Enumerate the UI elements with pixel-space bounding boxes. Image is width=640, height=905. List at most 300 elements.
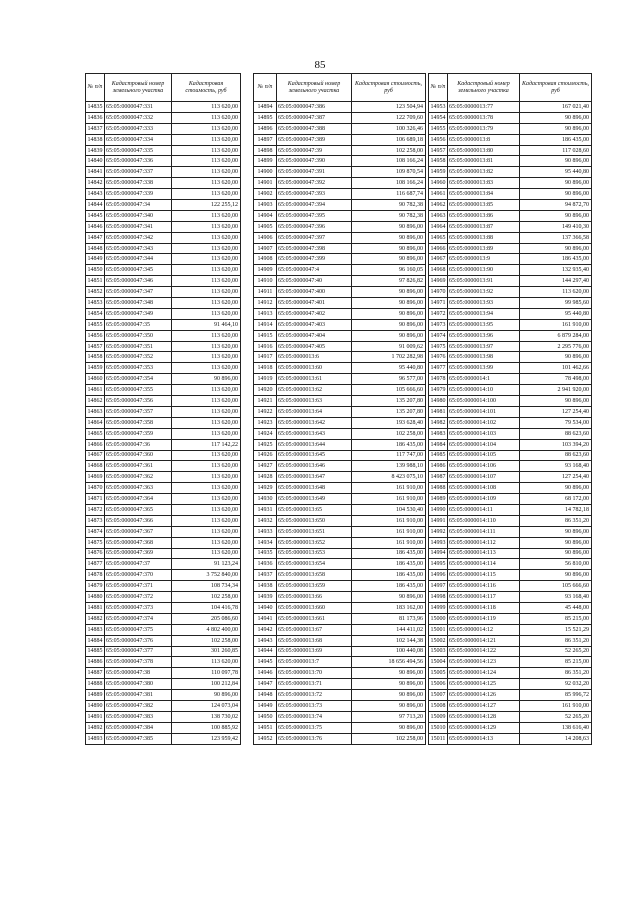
cadastral-number: 65:05:0000013:95 (448, 319, 520, 330)
cadastral-number: 65:05:0000013:652 (277, 537, 352, 548)
row-number: 14922 (254, 406, 277, 417)
cadastral-number: 65:05:0000047:4 (277, 265, 352, 276)
row-number: 14850 (86, 265, 105, 276)
row-number: 14967 (429, 254, 448, 265)
cadastral-value: 99 985,60 (520, 298, 592, 309)
cadastral-value: 90 896,00 (520, 189, 592, 200)
cadastral-value: 18 656 494,56 (352, 657, 426, 668)
cadastral-number: 65:05:0000014:105 (448, 450, 520, 461)
table-row (254, 439, 426, 450)
row-number: 14961 (429, 189, 448, 200)
cadastral-number: 65:05:0000047:355 (105, 385, 172, 396)
cadastral-value: 100 885,92 (172, 722, 241, 733)
row-number: 14882 (86, 613, 105, 624)
table-row (86, 287, 241, 298)
cadastral-value: 90 896,00 (520, 210, 592, 221)
table-row (254, 537, 426, 548)
cadastral-number: 65:05:0000013:78 (448, 112, 520, 123)
row-number: 14907 (254, 243, 277, 254)
row-number: 14892 (86, 722, 105, 733)
row-number: 14955 (429, 123, 448, 134)
row-number: 14841 (86, 167, 105, 178)
cadastral-value: 122 709,60 (352, 112, 426, 123)
row-number: 14988 (429, 483, 448, 494)
cadastral-number: 65:05:0000013:90 (448, 265, 520, 276)
cadastral-value: 100 326,46 (352, 123, 426, 134)
table-row (429, 167, 592, 178)
table-row (429, 319, 592, 330)
table-row (86, 668, 241, 679)
cadastral-number: 65:05:0000014:107 (448, 472, 520, 483)
table-row (86, 635, 241, 646)
row-number: 14862 (86, 396, 105, 407)
table-row (254, 396, 426, 407)
cadastral-value: 113 620,00 (172, 341, 241, 352)
cadastral-value: 102 144,38 (352, 635, 426, 646)
cadastral-number: 65:05:0000014:119 (448, 613, 520, 624)
row-number: 14918 (254, 363, 277, 374)
cadastral-value: 113 620,00 (172, 276, 241, 287)
table-row (254, 374, 426, 385)
table-row (86, 406, 241, 417)
row-number: 14965 (429, 232, 448, 243)
cadastral-number: 65:05:0000013:653 (277, 548, 352, 559)
cadastral-number: 65:05:0000014:124 (448, 668, 520, 679)
cadastral-value: 108 166,24 (352, 178, 426, 189)
cadastral-value: 113 620,00 (172, 221, 241, 232)
table-row (254, 406, 426, 417)
cadastral-number: 65:05:0000013:654 (277, 559, 352, 570)
cadastral-value: 144 297,40 (520, 276, 592, 287)
table-row (254, 570, 426, 581)
cadastral-value: 96 160,05 (352, 265, 426, 276)
table-row (429, 679, 592, 690)
cadastral-value: 4 802 400,00 (172, 624, 241, 635)
row-number: 14994 (429, 548, 448, 559)
table-row (86, 733, 241, 744)
table-row (429, 559, 592, 570)
row-number: 14953 (429, 102, 448, 113)
cadastral-number: 65:05:0000047:353 (105, 363, 172, 374)
table-row (86, 592, 241, 603)
cadastral-number: 65:05:0000013:64 (277, 406, 352, 417)
cadastral-value: 113 620,00 (172, 178, 241, 189)
table-row (86, 134, 241, 145)
cadastral-value: 91 009,62 (352, 341, 426, 352)
cadastral-value: 90 896,00 (520, 526, 592, 537)
row-number: 14957 (429, 145, 448, 156)
cadastral-value: 113 620,00 (172, 189, 241, 200)
row-number: 14925 (254, 439, 277, 450)
cadastral-number: 65:05:0000047:333 (105, 123, 172, 134)
table-row (254, 156, 426, 167)
row-number: 14886 (86, 657, 105, 668)
cadastral-number: 65:05:0000047:405 (277, 341, 352, 352)
cadastral-value: 86 351,20 (520, 635, 592, 646)
table-row (86, 624, 241, 635)
cadastral-number: 65:05:0000047:373 (105, 602, 172, 613)
table-row (429, 134, 592, 145)
row-number: 14878 (86, 570, 105, 581)
row-number: 15004 (429, 657, 448, 668)
row-number: 14935 (254, 548, 277, 559)
table-row (86, 570, 241, 581)
cadastral-number: 65:05:0000047:349 (105, 308, 172, 319)
row-number: 14941 (254, 613, 277, 624)
row-number: 15003 (429, 646, 448, 657)
table-row (86, 308, 241, 319)
row-number: 14861 (86, 385, 105, 396)
cadastral-number: 65:05:0000013:93 (448, 298, 520, 309)
table-row (86, 700, 241, 711)
row-number: 14932 (254, 515, 277, 526)
cadastral-number: 65:05:0000013:91 (448, 276, 520, 287)
cadastral-number: 65:05:0000014:115 (448, 570, 520, 581)
table-row (86, 319, 241, 330)
table-row (254, 559, 426, 570)
table-row (254, 472, 426, 483)
row-number: 15002 (429, 635, 448, 646)
cadastral-value: 79 534,00 (520, 417, 592, 428)
cadastral-number: 65:05:0000014:118 (448, 602, 520, 613)
cadastral-number: 65:05:0000047:403 (277, 319, 352, 330)
cadastral-value: 113 620,00 (172, 243, 241, 254)
cadastral-value: 90 896,00 (352, 592, 426, 603)
header-num: № п/п (254, 74, 277, 102)
row-number: 14916 (254, 341, 277, 352)
table-row (429, 265, 592, 276)
table-row (254, 504, 426, 515)
cadastral-value: 117 028,60 (520, 145, 592, 156)
table-row (429, 613, 592, 624)
cadastral-number: 65:05:0000014:109 (448, 494, 520, 505)
table-row (254, 276, 426, 287)
cadastral-number: 65:05:0000047:394 (277, 200, 352, 211)
table-row (86, 581, 241, 592)
table-row (86, 483, 241, 494)
row-number: 14908 (254, 254, 277, 265)
cadastral-number: 65:05:0000013:650 (277, 515, 352, 526)
row-number: 14949 (254, 700, 277, 711)
cadastral-value: 3 752 840,00 (172, 570, 241, 581)
cadastral-number: 65:05:0000013:99 (448, 363, 520, 374)
row-number: 14840 (86, 156, 105, 167)
cadastral-number: 65:05:0000013:80 (448, 145, 520, 156)
cadastral-value: 113 620,00 (520, 287, 592, 298)
table-row (429, 210, 592, 221)
row-number: 14860 (86, 374, 105, 385)
row-number: 14938 (254, 581, 277, 592)
table-row (254, 700, 426, 711)
cadastral-number: 65:05:0000047:345 (105, 265, 172, 276)
cadastral-number: 65:05:0000014:12 (448, 624, 520, 635)
row-number: 14864 (86, 417, 105, 428)
header-cadastral: Кадастровый номер земельного участка (448, 74, 520, 102)
row-number: 14900 (254, 167, 277, 178)
table-row (86, 515, 241, 526)
cadastral-number: 65:05:0000047:35 (105, 319, 172, 330)
cadastral-value: 105 666,60 (352, 385, 426, 396)
table-row (86, 276, 241, 287)
table-row (86, 537, 241, 548)
cadastral-number: 65:05:0000047:340 (105, 210, 172, 221)
cadastral-number: 65:05:0000014:101 (448, 406, 520, 417)
table-row (254, 690, 426, 701)
table-row (429, 298, 592, 309)
table-row (429, 537, 592, 548)
table-row (86, 265, 241, 276)
table-row (86, 602, 241, 613)
cadastral-number: 65:05:0000047:396 (277, 221, 352, 232)
cadastral-number: 65:05:0000013:649 (277, 494, 352, 505)
table-row (254, 733, 426, 744)
row-number: 14852 (86, 287, 105, 298)
row-number: 14933 (254, 526, 277, 537)
row-number: 14890 (86, 700, 105, 711)
register-table-column-3 (428, 73, 592, 745)
table-row (429, 526, 592, 537)
table-row (86, 504, 241, 515)
table-row (254, 134, 426, 145)
cadastral-value: 95 440,80 (520, 167, 592, 178)
row-number: 14884 (86, 635, 105, 646)
table-header (86, 74, 241, 102)
cadastral-number: 65:05:0000047:392 (277, 178, 352, 189)
row-number: 14846 (86, 221, 105, 232)
table-row (429, 352, 592, 363)
row-number: 14993 (429, 537, 448, 548)
cadastral-value: 102 258,00 (172, 635, 241, 646)
cadastral-number: 65:05:0000013:92 (448, 287, 520, 298)
cadastral-value: 167 021,40 (520, 102, 592, 113)
table-row (429, 439, 592, 450)
cadastral-number: 65:05:0000013:87 (448, 221, 520, 232)
cadastral-value: 113 620,00 (172, 417, 241, 428)
table-row (254, 178, 426, 189)
cadastral-number: 65:05:0000047:343 (105, 243, 172, 254)
cadastral-value: 90 896,00 (520, 123, 592, 134)
cadastral-number: 65:05:0000047:398 (277, 243, 352, 254)
cadastral-number: 65:05:0000047:404 (277, 330, 352, 341)
table-row (429, 646, 592, 657)
cadastral-number: 65:05:0000014:106 (448, 461, 520, 472)
row-number: 14952 (254, 733, 277, 744)
cadastral-number: 65:05:0000047:39 (277, 145, 352, 156)
table-row (86, 156, 241, 167)
cadastral-value: 90 896,00 (352, 690, 426, 701)
table-row (429, 145, 592, 156)
table-row (254, 483, 426, 494)
table-row (254, 189, 426, 200)
cadastral-value: 123 504,94 (352, 102, 426, 113)
cadastral-number: 65:05:0000047:354 (105, 374, 172, 385)
cadastral-number: 65:05:0000047:402 (277, 308, 352, 319)
cadastral-value: 90 896,00 (352, 668, 426, 679)
cadastral-value: 90 782,38 (352, 210, 426, 221)
cadastral-value: 91 464,10 (172, 319, 241, 330)
cadastral-number: 65:05:0000047:389 (277, 134, 352, 145)
row-number: 14866 (86, 439, 105, 450)
row-number: 14873 (86, 515, 105, 526)
cadastral-value: 127 254,40 (520, 472, 592, 483)
cadastral-number: 65:05:0000013:645 (277, 450, 352, 461)
row-number: 14838 (86, 134, 105, 145)
cadastral-number: 65:05:0000013:60 (277, 363, 352, 374)
row-number: 14950 (254, 711, 277, 722)
cadastral-value: 90 896,00 (520, 396, 592, 407)
cadastral-value: 113 620,00 (172, 494, 241, 505)
cadastral-number: 65:05:0000047:365 (105, 504, 172, 515)
row-number: 14985 (429, 450, 448, 461)
table-row (86, 374, 241, 385)
table-row (254, 319, 426, 330)
cadastral-value: 113 620,00 (172, 657, 241, 668)
row-number: 14893 (86, 733, 105, 744)
table-row (86, 526, 241, 537)
table-row (254, 515, 426, 526)
row-number: 14887 (86, 668, 105, 679)
table-row (86, 559, 241, 570)
cadastral-value: 100 440,08 (352, 646, 426, 657)
cadastral-number: 65:05:0000047:348 (105, 298, 172, 309)
cadastral-value: 90 896,00 (352, 319, 426, 330)
row-number: 14929 (254, 483, 277, 494)
table-row (429, 548, 592, 559)
cadastral-number: 65:05:0000013:70 (277, 668, 352, 679)
table-row (86, 178, 241, 189)
cadastral-value: 113 620,00 (172, 515, 241, 526)
header-value: Кадастровая стоимость, руб (520, 74, 592, 102)
table-row (86, 221, 241, 232)
cadastral-value: 81 173,96 (352, 613, 426, 624)
cadastral-number: 65:05:0000013:8 (448, 134, 520, 145)
cadastral-value: 186 435,00 (352, 548, 426, 559)
cadastral-number: 65:05:0000047:387 (277, 112, 352, 123)
row-number: 14966 (429, 243, 448, 254)
cadastral-value: 186 435,00 (352, 559, 426, 570)
row-number: 14914 (254, 319, 277, 330)
cadastral-value: 117 142,22 (172, 439, 241, 450)
table-row (254, 254, 426, 265)
cadastral-number: 65:05:0000013:84 (448, 189, 520, 200)
table-row (429, 232, 592, 243)
cadastral-value: 90 896,00 (352, 330, 426, 341)
row-number: 14839 (86, 145, 105, 156)
cadastral-number: 65:05:0000047:367 (105, 526, 172, 537)
cadastral-value: 117 747,00 (352, 450, 426, 461)
cadastral-value: 113 620,00 (172, 428, 241, 439)
row-number: 14881 (86, 602, 105, 613)
table-row (254, 221, 426, 232)
table-row (429, 287, 592, 298)
cadastral-value: 127 254,40 (520, 406, 592, 417)
cadastral-number: 65:05:0000047:34 (105, 200, 172, 211)
row-number: 14905 (254, 221, 277, 232)
cadastral-number: 65:05:0000047:385 (105, 733, 172, 744)
table-row (254, 494, 426, 505)
cadastral-number: 65:05:0000014:13 (448, 733, 520, 744)
cadastral-value: 90 896,00 (352, 243, 426, 254)
row-number: 14871 (86, 494, 105, 505)
cadastral-number: 65:05:0000047:361 (105, 461, 172, 472)
table-row (86, 232, 241, 243)
cadastral-value: 52 265,20 (520, 711, 592, 722)
cadastral-value: 96 577,00 (352, 374, 426, 385)
table-row (429, 483, 592, 494)
cadastral-number: 65:05:0000014:126 (448, 690, 520, 701)
table-row (429, 156, 592, 167)
cadastral-value: 88 623,60 (520, 428, 592, 439)
cadastral-number: 65:05:0000047:380 (105, 679, 172, 690)
cadastral-value: 113 620,00 (172, 483, 241, 494)
table-row (254, 646, 426, 657)
header-num: № п/п (86, 74, 105, 102)
table-row (429, 417, 592, 428)
table-row (254, 352, 426, 363)
table-row (429, 657, 592, 668)
table-row (429, 123, 592, 134)
table-row (86, 243, 241, 254)
table-row (254, 548, 426, 559)
row-number: 14939 (254, 592, 277, 603)
cadastral-number: 65:05:0000014:117 (448, 592, 520, 603)
row-number: 14970 (429, 287, 448, 298)
cadastral-number: 65:05:0000013:65 (277, 504, 352, 515)
row-number: 14898 (254, 145, 277, 156)
cadastral-number: 65:05:0000014:129 (448, 722, 520, 733)
cadastral-number: 65:05:0000047:341 (105, 221, 172, 232)
row-number: 14986 (429, 461, 448, 472)
cadastral-value: 104 530,40 (352, 504, 426, 515)
table-row (254, 613, 426, 624)
cadastral-value: 86 351,20 (520, 515, 592, 526)
row-number: 14875 (86, 537, 105, 548)
cadastral-number: 65:05:0000013:94 (448, 308, 520, 319)
row-number: 14948 (254, 690, 277, 701)
table-row (254, 635, 426, 646)
row-number: 14842 (86, 178, 105, 189)
row-number: 14848 (86, 243, 105, 254)
row-number: 14874 (86, 526, 105, 537)
table-row (254, 417, 426, 428)
cadastral-value: 101 462,66 (520, 363, 592, 374)
cadastral-number: 65:05:0000013:74 (277, 711, 352, 722)
cadastral-number: 65:05:0000047:366 (105, 515, 172, 526)
table-row (254, 112, 426, 123)
row-number: 14835 (86, 102, 105, 113)
table-row (254, 210, 426, 221)
table-row (254, 265, 426, 276)
cadastral-value: 45 448,00 (520, 602, 592, 613)
cadastral-number: 65:05:0000047:332 (105, 112, 172, 123)
cadastral-number: 65:05:0000013:97 (448, 341, 520, 352)
cadastral-value: 113 620,00 (172, 352, 241, 363)
row-number: 15005 (429, 668, 448, 679)
row-number: 14958 (429, 156, 448, 167)
cadastral-value: 14 208,63 (520, 733, 592, 744)
cadastral-value: 106 689,18 (352, 134, 426, 145)
row-number: 14917 (254, 352, 277, 363)
cadastral-value: 113 620,00 (172, 330, 241, 341)
cadastral-value: 138 616,40 (520, 722, 592, 733)
row-number: 14870 (86, 483, 105, 494)
table-row (86, 439, 241, 450)
table-row (86, 396, 241, 407)
cadastral-value: 105 666,60 (520, 581, 592, 592)
row-number: 14969 (429, 276, 448, 287)
cadastral-table-1 (85, 73, 241, 745)
cadastral-value: 85 215,00 (520, 613, 592, 624)
